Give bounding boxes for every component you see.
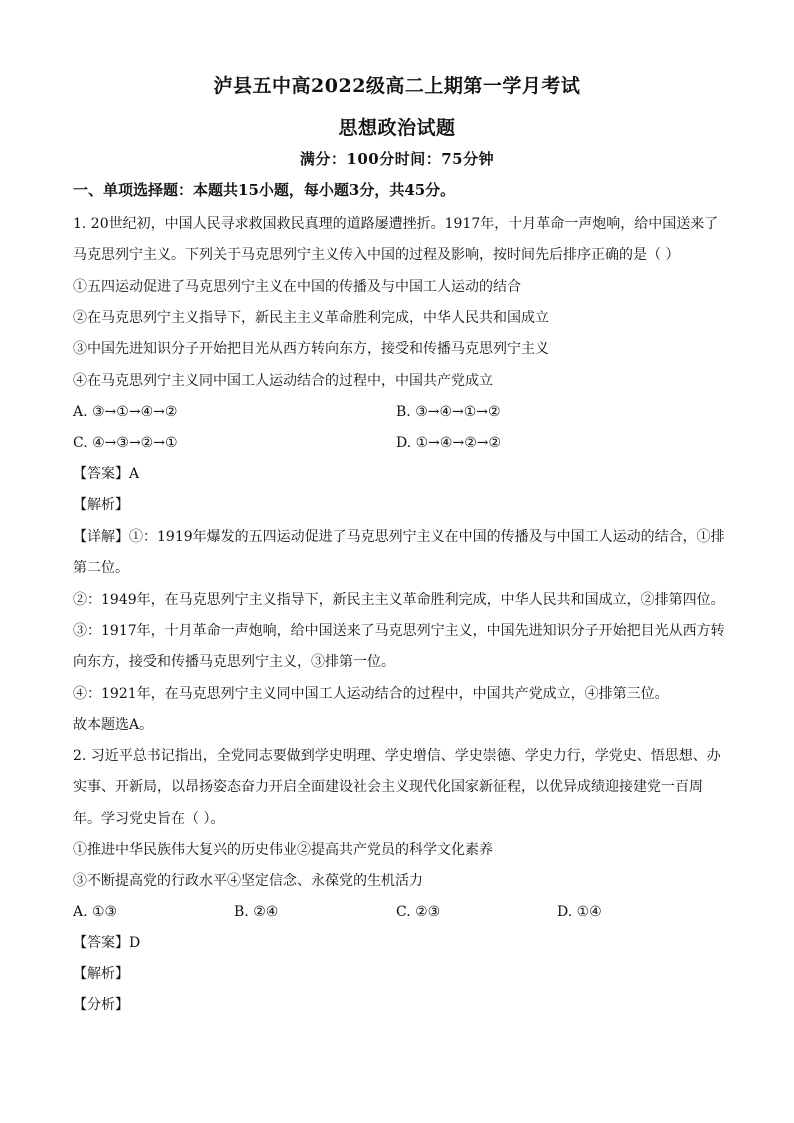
q2-answer: 【答案】D [73, 935, 141, 951]
q1-detail-line5: 向东方，接受和传播马克思列宁主义，③排第一位。 [73, 654, 395, 670]
q1-detail-line2: 第二位。 [73, 560, 129, 576]
q1-detail-line4: ③：1917年，十月革命一声炮响，给中国送来了马克思列宁主义，中国先进知识分子开始把目光从西方转 [73, 623, 725, 639]
q1-item-3: ③中国先进知识分子开始把目光从西方转向东方，接受和传播马克思列宁主义 [73, 341, 549, 357]
q1-option-d: D. ①→④→②→② [396, 435, 502, 451]
q1-detail-line6: ④：1921年，在马克思列宁主义同中国工人运动结合的过程中，中国共产党成立，④排第三位。 [73, 686, 669, 702]
exam-title: 泸县五中高2022级高二上期第一学月考试 [213, 75, 581, 97]
q1-answer: 【答案】A [73, 466, 140, 482]
q1-detail-line3: ②：1949年，在马克思列宁主义指导下，新民主主义革命胜利完成，中华人民共和国成立，②排第四位。 [73, 592, 725, 608]
q2-option-b: B. ②④ [234, 904, 279, 920]
q1-analysis-label: 【解析】 [73, 497, 129, 513]
q1-stem-line2: 马克思列宁主义。下列关于马克思列宁主义传入中国的过程及影响，按时间先后排序正确的是（ ） [73, 247, 680, 263]
q2-option-d: D. ①④ [557, 904, 602, 920]
q2-option-c: C. ②③ [396, 904, 441, 920]
q1-item-4: ④在马克思列宁主义同中国工人运动结合的过程中，中国共产党成立 [73, 373, 493, 389]
exam-subject: 思想政治试题 [338, 117, 456, 139]
q1-detail-line1: 【详解】①：1919年爆发的五四运动促进了马克思列宁主义在中国的传播及与中国工人运动的结合，①排 [73, 529, 725, 545]
q1-option-c: C. ④→③→②→① [73, 435, 178, 451]
q2-item-1: ①推进中华民族伟大复兴的历史伟业②提高共产党员的科学文化素养 [73, 842, 493, 858]
section-heading: 一、单项选择题：本题共15小题，每小题3分，共45分。 [73, 181, 456, 199]
q2-item-2: ③不断提高党的行政水平④坚定信念、永葆党的生机活力 [73, 873, 423, 889]
exam-info: 满分：100分时间：75分钟 [299, 150, 495, 168]
q2-option-a: A. ①③ [73, 904, 118, 920]
q2-analysis-label: 【解析】 [73, 966, 129, 982]
q2-stem-line2: 实事、开新局，以昂扬姿态奋力开启全面建设社会主义现代化国家新征程，以优异成绩迎接建党一百周 [73, 779, 703, 795]
q1-item-2: ②在马克思列宁主义指导下，新民主主义革命胜利完成，中华人民共和国成立 [73, 310, 549, 326]
q2-stem-line1: 2. 习近平总书记指出，全党同志要做到学史明理、学史增信、学史崇德、学史力行，学党史、悟思想、办 [73, 748, 721, 764]
q1-item-1: ①五四运动促进了马克思列宁主义在中国的传播及与中国工人运动的结合 [73, 279, 521, 295]
q1-option-a: A. ③→①→④→② [73, 404, 178, 420]
q2-fenxi-label: 【分析】 [73, 997, 129, 1013]
q1-option-b: B. ③→④→①→② [396, 404, 501, 420]
q1-detail-line7: 故本题选A。 [73, 717, 154, 733]
q1-stem-line1: 1. 20世纪初，中国人民寻求救国救民真理的道路屡遭挫折。1917年，十月革命一声炮响，给中国送来了 [73, 216, 719, 232]
q2-stem-line3: 年。学习党史旨在（ ）。 [73, 811, 225, 827]
